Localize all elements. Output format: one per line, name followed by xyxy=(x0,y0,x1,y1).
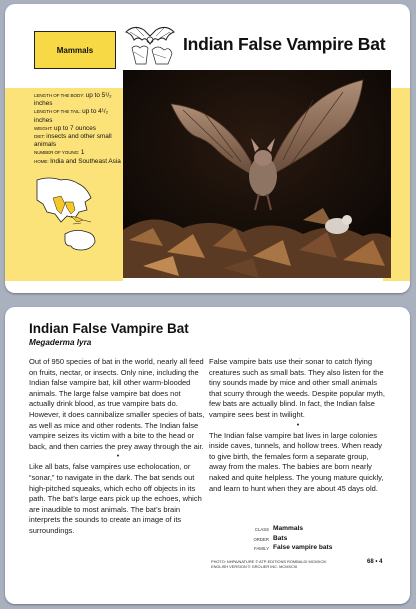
left-column xyxy=(29,357,207,537)
fact-value: up to 4¹/₂ inches xyxy=(34,108,109,124)
paragraph: The Indian false vampire bat lives in large colonies inside caves, tunnels, and hollow trees. When ready to give birth, the females form a separate group, away from the males. The babies are born nearly naked and quite helpless. The young mature quickly, and learn to hunt when they are about 45 days old. xyxy=(209,430,384,493)
fact-diet xyxy=(34,133,124,149)
fact-label: DIET: xyxy=(34,134,45,140)
classification-row xyxy=(211,525,361,535)
fact-label: HOME: xyxy=(34,158,49,164)
classification-label: CLASS xyxy=(254,527,269,532)
front-title: Indian False Vampire Bat xyxy=(183,34,386,54)
fact-label: LENGTH OF THE BODY: xyxy=(34,93,85,98)
classification-value: False vampire bats xyxy=(273,544,333,552)
bat-photo xyxy=(123,70,391,278)
paragraph: Out of 950 species of bat in the world, nearly all feed on fruits, nectar, or insects. Only nine, including the Indian false vampire bat, kill other warm-blooded animals. The large false vampire bat does not actually drink blood, as true vampire bats do. However, it does cannibalize smaller species of bats, as well as mice and other rodents. The Indian false vampire seizes its victim with a bite to the head or back, and then carries the prey away through the air. xyxy=(29,357,205,451)
bullet-separator: • xyxy=(296,421,300,429)
classification-label: ORDER xyxy=(253,536,269,542)
front-card xyxy=(5,4,410,293)
credits-line: ENGLISH VERSION © GROLIER INC. MCMXCIII xyxy=(211,564,298,570)
fact-value: insects and other small animals xyxy=(34,133,112,149)
fact-list xyxy=(34,92,124,166)
paragraph: False vampire bats use their sonar to catch flying creatures such as small bats. They also listen for the tiny sounds made by mice and other small animals that scurry through the weeds. Despite popular myth, few bats are actually blind. In fact, the Indian false vampire sees best in twilight. xyxy=(209,357,385,419)
back-title: Indian False Vampire Bat xyxy=(29,321,189,336)
right-column xyxy=(209,357,387,494)
classification-value: Mammals xyxy=(273,525,304,532)
classification-label: FAMILY xyxy=(254,546,269,552)
bat-logo-icon xyxy=(122,18,178,68)
back-card xyxy=(5,307,410,604)
fact-value: India and Southeast Asia xyxy=(50,157,121,165)
fact-young xyxy=(34,149,124,157)
category-tab xyxy=(34,31,116,69)
classification-table xyxy=(211,525,361,554)
fact-value: up to 7 ounces xyxy=(54,124,96,132)
fact-body-length xyxy=(34,92,124,108)
scientific-name: Megaderma lyra xyxy=(29,338,92,347)
credits-line: PHOTO: NHPA/NATURE © ATP-EDITIONS ROMBALDI MCMXCIII xyxy=(211,559,327,564)
paragraph: Like all bats, false vampires use echolocation, or “sonar,” to navigate in the dark. The bat sends out high-pitched squeaks, which echo off objects in its path. The bat’s large ears pick up the echoes, which are inaudible to most animals. The bat’s brain interprets the sounds to create an image of its surroundings. xyxy=(29,462,202,535)
classification-row xyxy=(211,535,361,545)
fact-value: 1 xyxy=(80,149,85,157)
photo-credits xyxy=(211,559,346,569)
bullet-separator: • xyxy=(116,453,120,461)
fact-tail-length xyxy=(34,108,124,124)
fact-value: up to 5¹/₂ inches xyxy=(34,92,112,108)
fact-home xyxy=(34,158,124,166)
fact-weight xyxy=(34,125,124,133)
classification-value: Bats xyxy=(273,534,288,542)
range-map-icon xyxy=(35,176,99,254)
category-label: Mammals xyxy=(56,45,94,55)
fact-label: WEIGHT: xyxy=(34,125,53,131)
fact-label: LENGTH OF THE TAIL: xyxy=(34,109,81,115)
card-number: 68 • 4 xyxy=(367,559,383,565)
classification-row xyxy=(211,544,361,554)
fact-label: NUMBER OF YOUNG: xyxy=(34,150,80,156)
